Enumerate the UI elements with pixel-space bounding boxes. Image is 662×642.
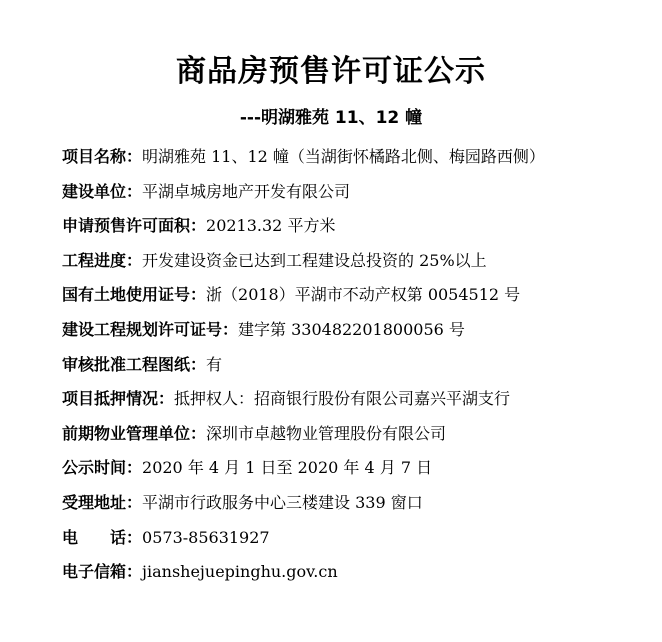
presale-area-label: 申请预售许可面积： [62, 216, 207, 236]
land-cert-value: 浙（2018）平湖市不动产权第 0054512 号 [206, 285, 521, 305]
row-project-name [62, 140, 652, 175]
row-email [62, 555, 652, 590]
address-label: 受理地址： [62, 492, 143, 512]
notice-period-value: 2020 年 4 月 1 日至 2020 年 4 月 7 日 [142, 458, 433, 478]
property-mgmt-value: 深圳市卓越物业管理股份有限公司 [206, 423, 447, 443]
planning-permit-label: 建设工程规划许可证号： [62, 319, 239, 339]
property-mgmt-label: 前期物业管理单位： [62, 423, 207, 443]
row-developer [62, 175, 652, 210]
notice-title: 商品房预售许可证公示 [176, 54, 486, 89]
presale-area-value: 20213.32 平方米 [206, 216, 336, 236]
land-cert-label: 国有土地使用证号： [62, 285, 207, 305]
row-mortgage [62, 382, 652, 417]
developer-label: 建设单位： [62, 181, 143, 201]
progress-label: 工程进度： [62, 250, 143, 270]
row-land-cert [62, 278, 652, 313]
row-notice-period [62, 451, 652, 486]
notice-details [62, 140, 652, 590]
planning-permit-value: 建字第 330482201800056 号 [238, 319, 465, 339]
project-name-value: 明湖雅苑 11、12 幢（当湖街怀橘路北侧、梅园路西侧） [142, 147, 545, 166]
developer-value: 平湖卓城房地产开发有限公司 [142, 181, 351, 201]
mortgage-label: 项目抵押情况： [62, 389, 175, 409]
email-value[interactable]: jianshejuepinghu.gov.cn [142, 562, 338, 582]
phone-label-first: 电 [62, 527, 79, 547]
notice-period-label: 公示时间： [62, 458, 143, 478]
row-phone [62, 521, 652, 556]
drawings-label: 审核批准工程图纸： [62, 354, 207, 374]
email-label: 电子信箱： [62, 562, 143, 582]
drawings-value: 有 [206, 354, 223, 374]
notice-subtitle: ---明湖雅苑 11、12 幢 [239, 108, 423, 128]
row-planning-permit [62, 313, 652, 348]
progress-value: 开发建设资金已达到工程建设总投资的 25%以上 [142, 250, 487, 270]
row-presale-area [62, 209, 652, 244]
row-property-mgmt [62, 417, 652, 452]
phone-label-second: 话： [110, 527, 143, 547]
row-address [62, 486, 652, 521]
row-drawings [62, 348, 652, 383]
mortgage-value: 抵押权人：招商银行股份有限公司嘉兴平湖支行 [174, 389, 511, 409]
project-name-label: 项目名称： [62, 147, 143, 166]
address-value: 平湖市行政服务中心三楼建设 339 窗口 [142, 492, 423, 512]
row-progress [62, 244, 652, 279]
phone-value: 0573-85631927 [142, 527, 270, 547]
